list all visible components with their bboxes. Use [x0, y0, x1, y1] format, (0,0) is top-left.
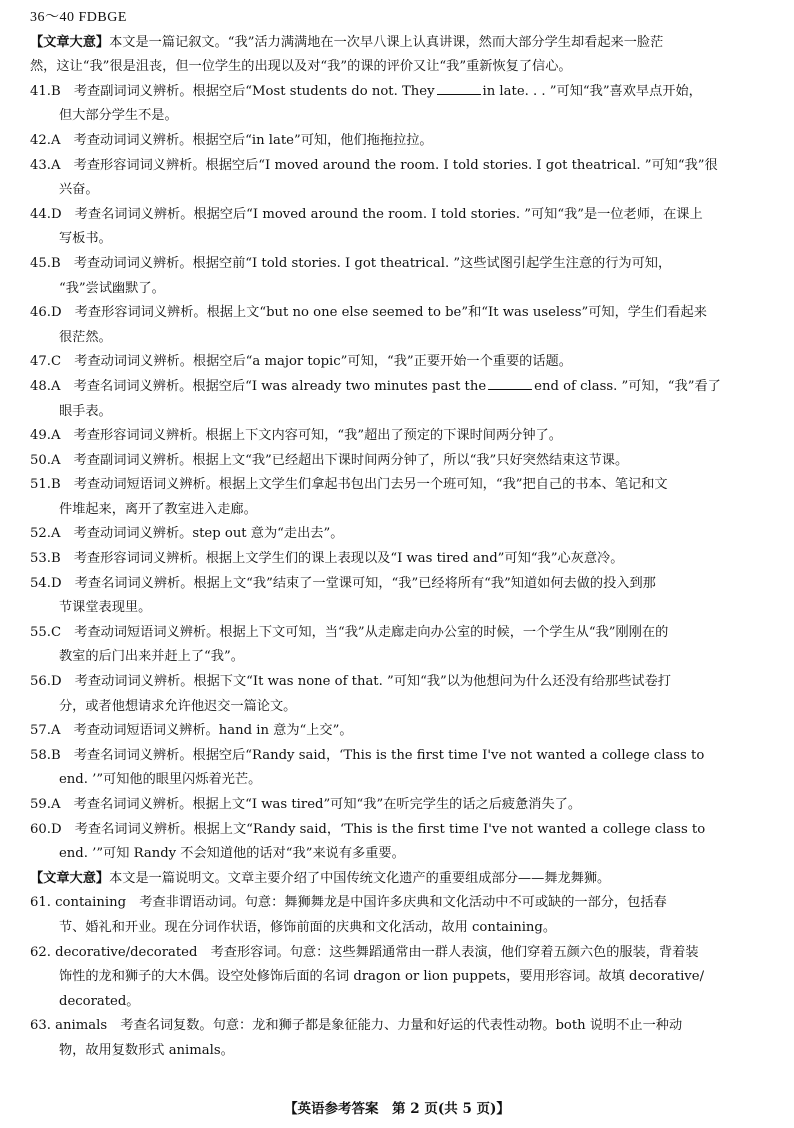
item-47-text: 47.C 考查动词词义辨析。根据空后“a major topic”可知，“我”正要开始一个重要的话题。	[30, 354, 572, 370]
item-48-cont: 眼手表。	[59, 403, 112, 419]
item-62-cont-2: decorated。	[59, 993, 140, 1009]
item-46-text: 46.D 考查形容词词义辨析。根据上文“but no one else seemed to be”和“It was useless”可知，学生们看起来	[30, 305, 707, 321]
item-48-text-b: end of class. ”可知，“我”看了	[534, 378, 721, 394]
item-44-text: 44.D 考查名词词义辨析。根据空后“I moved around the room. I told stories. ”可知“我”是一位老师，在课上	[30, 206, 703, 222]
item-42-text: 42.A 考查动词词义辨析。根据空后“in late”可知，他们拖拖拉拉。	[30, 132, 433, 148]
item-41-text-b: in late. . . ”可知“我”喜欢早点开始，	[482, 83, 702, 99]
item-51-text: 51.B 考查动词短语词义辨析。根据上文学生们拿起书包出门去另一个班可知，“我”把自己的书本、笔记和文	[30, 477, 668, 493]
item-46-cont: 很茫然。	[59, 329, 112, 345]
item-59-text: 59.A 考查名词词义辨析。根据上文“I was tired”可知“我”在听完学生的话之后疲惫消失了。	[30, 797, 582, 812]
answer-item-59	[30, 793, 766, 818]
item-58-text: 58.B 考查名词词义辨析。根据空后“Randy said，‘This is the first time I've not wanted a college class to	[30, 747, 705, 763]
answer-item-54	[30, 572, 766, 621]
item-49-text: 49.A 考查形容词词义辨析。根据上下文内容可知，“我”超出了预定的下课时间两分钟了。	[30, 428, 562, 444]
item-41-cont: 但大部分学生不是。	[59, 108, 178, 124]
item-63-cont: 物，故用复数形式 animals。	[59, 1042, 234, 1058]
answer-item-57	[30, 719, 766, 744]
item-54-cont: 节课堂表现里。	[59, 600, 152, 616]
answer-item-58	[30, 744, 766, 793]
item-43-cont: 兴奋。	[59, 182, 99, 198]
item-62-text: 62. decorative/decorated 考查形容词。句意：这些舞蹈通常由一群人表演，他们穿着五颜六色的服装，背着装	[30, 944, 699, 960]
item-54-text: 54.D 考查名词词义辨析。根据上文“我”结束了一堂课可知，“我”已经将所有“我”知道如何去做的投入到那	[30, 575, 656, 591]
answer-item-49	[30, 424, 766, 449]
item-50-text: 50.A 考查副词词义辨析。根据上文“我”已经超出下课时间两分钟了，所以“我”只好突然结束这节课。	[30, 452, 629, 468]
answer-item-46	[30, 301, 766, 350]
item-45-text: 45.B 考查动词词义辨析。根据空前“I told stories. I got theatrical. ”这些试图引起学生注意的行为可知，	[30, 255, 672, 271]
item-61-text: 61. containing 考查非谓语动词。句意：舞狮舞龙是中国许多庆典和文化活动中不可或缺的一部分，包括春	[30, 895, 667, 911]
item-43-text: 43.A 考查形容词词义辨析。根据空后“I moved around the room. I told stories. I got theatrical. ”可知“我”很	[30, 157, 718, 173]
summary-1-tag: 【文章大意】	[30, 34, 110, 50]
item-53-text: 53.B 考查形容词词义辨析。根据上文学生们的课上表现以及“I was tired and”可知“我”心灰意冷。	[30, 551, 624, 567]
summary-2-tag: 【文章大意】	[30, 870, 110, 886]
item-56-text: 56.D 考查动词词义辨析。根据下文“It was none of that. ”可知“我”以为他想问为什么还没有给那些试卷打	[30, 674, 671, 690]
item-55-cont: 教室的后门出来并赶上了“我”。	[59, 649, 244, 665]
answer-item-42	[30, 129, 766, 154]
item-55-text: 55.C 考查动词短语词义辨析。根据上下文可知，当“我”从走廊走向办公室的时候，一个学生从“我”刚刚在的	[30, 624, 669, 640]
answer-item-62	[30, 941, 766, 1015]
answer-item-43	[30, 154, 766, 203]
item-48-text-a: 48.A 考查名词词义辨析。根据空后“I was already two minutes past the	[30, 378, 487, 394]
item-61-cont: 节、婚礼和开业。现在分词作状语，修饰前面的庆典和文化活动，故用 containing。	[59, 919, 557, 935]
item-58-cont: end. ’”可知他的眼里闪烁着光芒。	[59, 772, 262, 788]
blank-line	[488, 377, 532, 390]
answer-page	[30, 6, 766, 1064]
summary-2	[30, 867, 766, 892]
answer-item-56	[30, 670, 766, 719]
answer-item-63	[30, 1014, 766, 1063]
answer-item-44	[30, 203, 766, 252]
item-52-text: 52.A 考查动词词义辨析。step out 意为“走出去”。	[30, 526, 344, 542]
answer-item-52	[30, 522, 766, 547]
answer-item-55	[30, 621, 766, 670]
summary-1-line-1: 本文是一篇记叙文。“我”活力满满地在一次早八课上认真讲课，然而大部分学生却看起来一脸茫	[109, 34, 664, 50]
item-60-cont: end. ’”可知 Randy 不会知道他的话对“我”来说有多重要。	[59, 846, 405, 862]
answer-item-53	[30, 547, 766, 572]
page-footer: 【英语参考答案 第 2 页(共 5 页)】	[284, 1101, 510, 1117]
item-60-text: 60.D 考查名词词义辨析。根据上文“Randy said，‘This is the first time I've not wanted a college class to	[30, 821, 706, 837]
answer-item-50	[30, 449, 766, 474]
answer-item-45	[30, 252, 766, 301]
item-62-cont: 饰性的龙和狮子的大木偶。设空处修饰后面的名词 dragon or lion puppets，要用形容词。故填 decorative/	[59, 969, 705, 985]
item-44-cont: 写板书。	[59, 231, 112, 247]
answer-item-51	[30, 473, 766, 522]
item-57-text: 57.A 考查动词短语词义辨析。hand in 意为“上交”。	[30, 723, 353, 739]
page-header: 36～40 FDBGE	[30, 10, 127, 25]
item-51-cont: 件堆起来，离开了教室进入走廊。	[59, 501, 257, 517]
item-45-cont: “我”尝试幽默了。	[59, 280, 165, 296]
answer-item-48	[30, 375, 766, 424]
answer-item-60	[30, 818, 766, 867]
answer-item-61	[30, 891, 766, 940]
summary-2-text: 本文是一篇说明文。文章主要介绍了中国传统文化遗产的重要组成部分——舞龙舞狮。	[109, 870, 611, 886]
item-56-cont: 分，或者他想请求允许他迟交一篇论文。	[59, 698, 297, 714]
answer-item-41	[30, 80, 766, 129]
summary-1	[30, 31, 766, 80]
blank-line	[437, 82, 481, 95]
answer-item-47	[30, 350, 766, 375]
item-41-text-a: 41.B 考查副词词义辨析。根据空后“Most students do not. They	[30, 83, 435, 99]
summary-1-line-2: 然，这让“我”很是沮丧，但一位学生的出现以及对“我”的课的评价又让“我”重新恢复了信心。	[30, 59, 572, 75]
item-63-text: 63. animals 考查名词复数。句意：龙和狮子都是象征能力、力量和好运的代表性动物。both 说明不止一种动	[30, 1018, 683, 1034]
